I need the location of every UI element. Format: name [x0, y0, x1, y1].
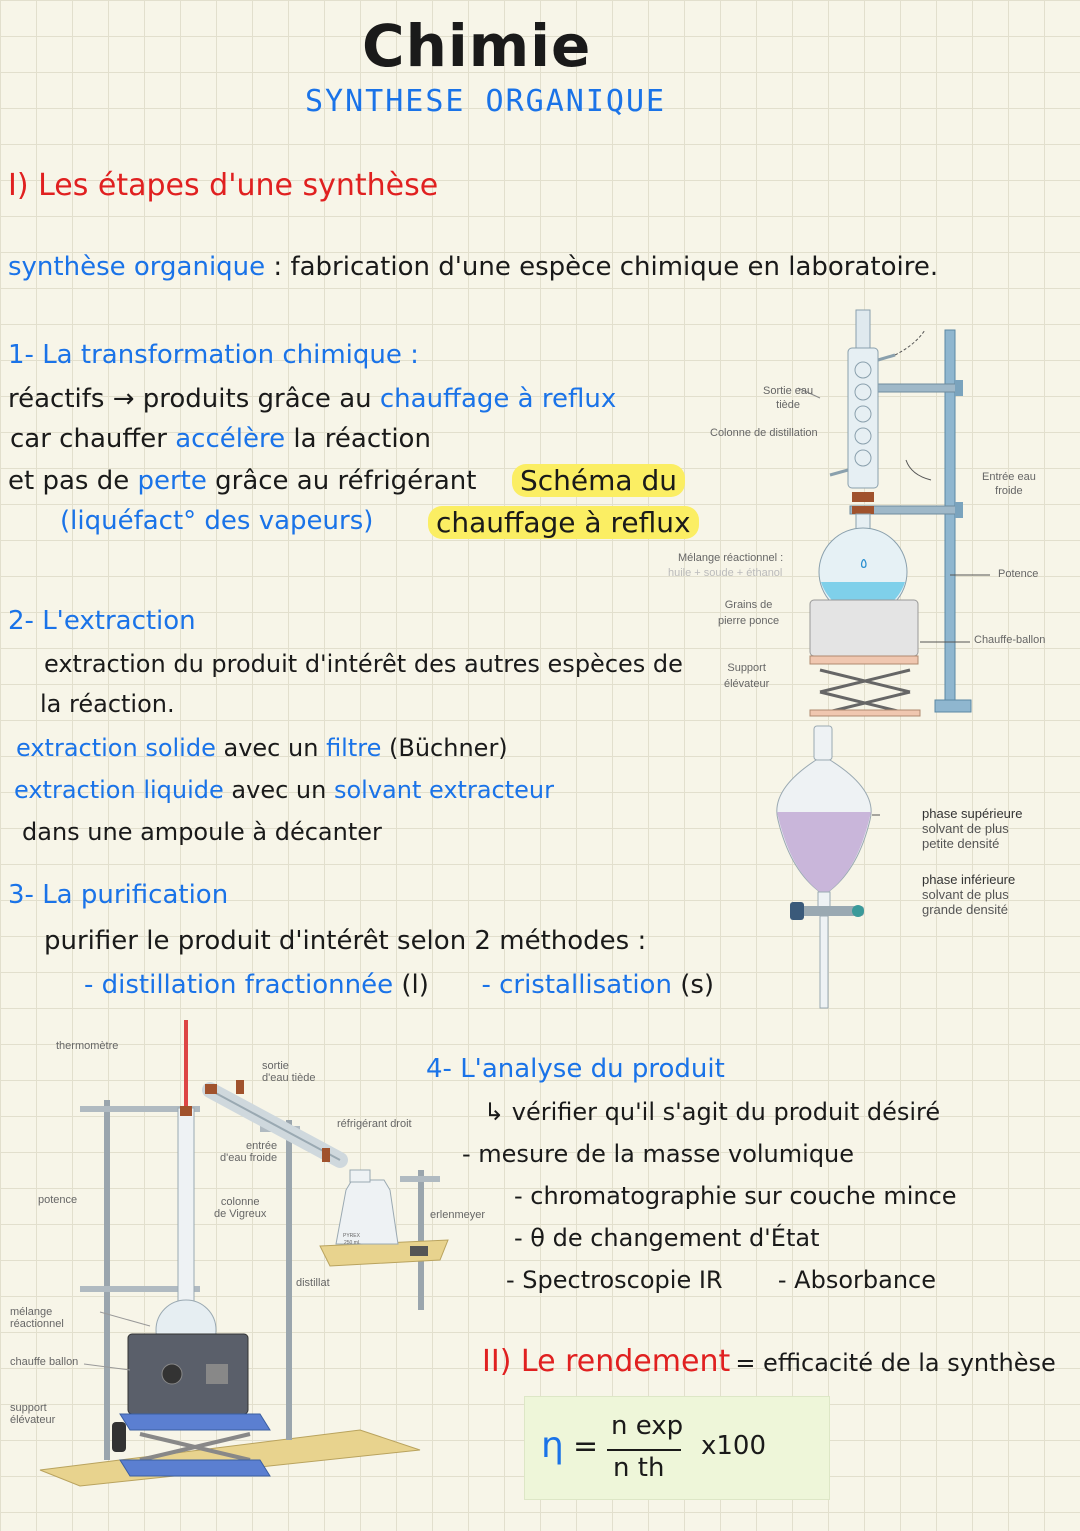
schema-label-2: [428, 506, 699, 539]
part-2-heading: 2- L'extraction: [8, 606, 196, 636]
part-4-line-3: - chromatographie sur couche mince: [514, 1182, 957, 1210]
text-reactifs: réactifs → produits grâce au: [8, 384, 372, 414]
label-upper-solvant: solvant de plus: [922, 821, 1009, 836]
part-3-line-1: purifier le produit d'intérêt selon 2 méthodes :: [44, 926, 647, 956]
distill-label-melange: [10, 1306, 64, 1330]
part-1-heading: 1- La transformation chimique :: [8, 340, 419, 370]
reflux-label-entree: [982, 470, 1036, 498]
label-phase-superieure: phase supérieure: [922, 806, 1023, 821]
text-avec-un-2: avec un: [231, 776, 327, 804]
page-subtitle: SYNTHESE ORGANIQUE: [305, 84, 667, 119]
text-solid-state: (s): [680, 970, 715, 1000]
yield-formula-box: [524, 1396, 830, 1500]
text-refrigerant: grâce au réfrigérant: [215, 466, 477, 496]
label-pierre-ponce: pierre ponce: [718, 615, 780, 627]
part-2-line-4: [14, 776, 554, 804]
formula-equals: =: [573, 1429, 599, 1464]
distill-label-potence: potence: [38, 1194, 78, 1206]
reflux-label-melange: Mélange réactionnel :: [678, 552, 784, 564]
part-1-line-3: [8, 466, 476, 496]
distill-label-chauffe: chauffe ballon: [10, 1356, 79, 1368]
reflux-label-support: [724, 660, 769, 692]
text-car-chauffer: car chauffer: [10, 424, 167, 454]
label-upper-densite: petite densité: [922, 836, 1000, 851]
distill-label-support: [10, 1402, 55, 1426]
section-2-heading: II) Le rendement: [482, 1344, 731, 1379]
formula-eta: η: [541, 1425, 564, 1466]
part-2-line-1: extraction du produit d'intérêt des autres espèces de: [44, 650, 683, 678]
svg-text:٥: ٥: [860, 556, 868, 572]
distill-label-flask-vol: 250 mL: [344, 1240, 361, 1246]
section-2-line: [482, 1344, 1056, 1379]
distill-label-entree: [220, 1140, 277, 1164]
reflux-label-melange-detail: huile + soude + éthanol: [668, 567, 783, 579]
label-sortie: sortie: [262, 1060, 289, 1072]
schema-highlight-1: Schéma du: [512, 464, 685, 497]
funnel-lower-label: [922, 872, 1015, 917]
funnel-upper-label: [922, 806, 1022, 851]
distill-label-refrigerant: réfrigérant droit: [337, 1118, 412, 1130]
label-entree: entrée: [245, 1140, 278, 1152]
separatory-funnel: [770, 720, 880, 1020]
label-support: Support: [727, 662, 766, 674]
distill-label-sortie: [262, 1060, 315, 1084]
part-4-line-2: - mesure de la masse volumique: [462, 1140, 855, 1168]
text-distillation: - distillation fractionnée: [84, 970, 394, 1000]
label-colonne: colonne: [220, 1196, 260, 1208]
reflux-label-grains: [718, 597, 779, 629]
label-froide: froide: [995, 485, 1023, 497]
label-support-2: support: [10, 1402, 47, 1414]
text-absorbance: - Absorbance: [777, 1266, 936, 1294]
definition-line: [8, 252, 938, 282]
reflux-label-colonne: Colonne de distillation: [710, 427, 818, 439]
distill-label-thermometre: thermomètre: [56, 1040, 119, 1052]
label-tiede: tiède: [776, 399, 800, 411]
part-2-line-5: dans une ampoule à décanter: [22, 818, 382, 846]
text-extraction-solide: extraction solide: [16, 734, 216, 762]
part-2-line-3: [16, 734, 508, 762]
definition-term: synthèse organique: [8, 252, 266, 282]
text-solvant-extracteur: solvant extracteur: [333, 776, 554, 804]
label-deau-tiede: d'eau tiède: [262, 1072, 316, 1084]
label-elevateur-2: élévateur: [10, 1414, 56, 1426]
text-chauffage-reflux: chauffage à reflux: [379, 384, 617, 414]
text-pas-de: et pas de: [8, 466, 130, 496]
label-lower-densite: grande densité: [922, 902, 1009, 917]
text-liquid-state: (l): [401, 970, 429, 1000]
label-reactionnel: réactionnel: [10, 1318, 64, 1330]
text-cristallisation: - cristallisation: [481, 970, 672, 1000]
formula-numerator: n exp: [611, 1411, 684, 1441]
part-4-line-4: - θ de changement d'État: [514, 1224, 820, 1252]
part-1-line-1: [8, 384, 616, 414]
label-sortie-eau: Sortie eau: [763, 385, 814, 397]
definition-text: : fabrication d'une espèce chimique en laboratoire.: [273, 252, 939, 282]
text-la-reaction: la réaction: [293, 424, 431, 454]
label-vigreux: de Vigreux: [214, 1208, 267, 1220]
label-entree-eau: Entrée eau: [982, 471, 1036, 483]
distill-label-colonne: [214, 1196, 266, 1220]
text-spectroscopie: - Spectroscopie IR: [506, 1266, 723, 1294]
part-2-line-2: la réaction.: [40, 690, 175, 718]
part-1-line-2: [10, 424, 431, 454]
section-1-heading: I) Les étapes d'une synthèse: [8, 168, 439, 203]
part-4-line-5: [506, 1266, 936, 1294]
text-buchner: (Büchner): [389, 734, 508, 762]
formula-denominator: n th: [613, 1453, 665, 1483]
formula-fraction-bar: [607, 1449, 681, 1451]
page-title: Chimie: [362, 12, 592, 80]
distillation-apparatus: [0, 1010, 460, 1490]
label-elevateur: élévateur: [724, 678, 770, 690]
schema-highlight-2: chauffage à reflux: [428, 506, 699, 539]
reflux-label-chauffe: Chauffe-ballon: [974, 634, 1046, 646]
distill-label-distillat: distillat: [296, 1277, 330, 1289]
label-lower-solvant: solvant de plus: [922, 887, 1009, 902]
label-melange: mélange: [10, 1306, 53, 1318]
text-perte: perte: [137, 466, 207, 496]
label-grains: Grains de: [724, 599, 773, 611]
label-deau-froide: d'eau froide: [220, 1152, 278, 1164]
part-4-heading: 4- L'analyse du produit: [426, 1054, 725, 1084]
part-4-line-1: ↳ vérifier qu'il s'agit du produit désiré: [484, 1098, 941, 1126]
label-phase-inferieure: phase inférieure: [922, 872, 1016, 887]
text-extraction-liquide: extraction liquide: [14, 776, 224, 804]
formula-multiplier: x100: [701, 1431, 767, 1461]
text-filtre: filtre: [326, 734, 382, 762]
distill-label-flask-brand: PYREX: [343, 1233, 360, 1239]
distill-label-erlenmeyer: erlenmeyer: [430, 1209, 486, 1221]
schema-label-1: [512, 464, 685, 497]
part-3-methods: [84, 970, 714, 1000]
reflux-label-sortie: [763, 384, 813, 412]
reflux-label-potence: Potence: [998, 568, 1039, 580]
part-1-line-4: (liquéfact° des vapeurs): [60, 506, 374, 536]
text-accelere: accélère: [175, 424, 286, 454]
section-2-definition: = efficacité de la synthèse: [735, 1349, 1056, 1377]
part-3-heading: 3- La purification: [8, 880, 229, 910]
text-avec-un-1: avec un: [223, 734, 319, 762]
